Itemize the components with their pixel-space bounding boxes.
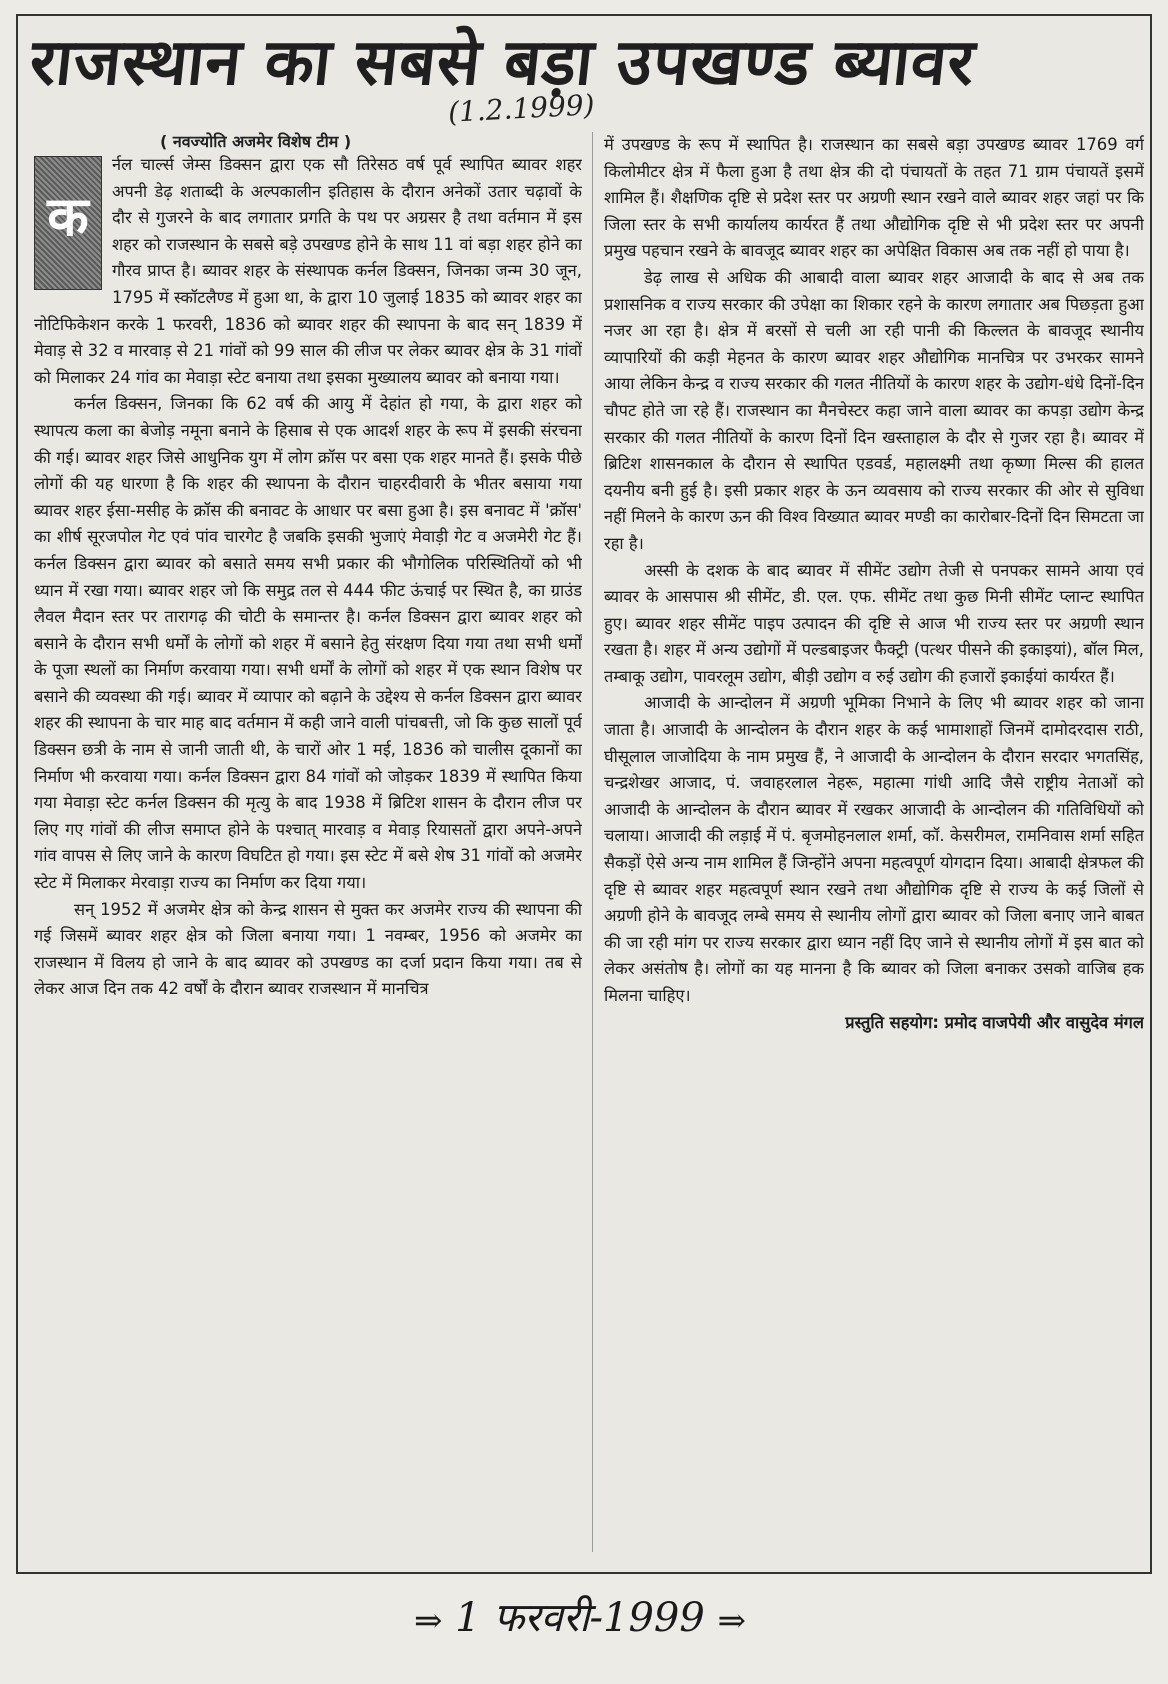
arrow-icon: ⇒: [413, 1601, 443, 1641]
arrow-icon: ⇒: [717, 1601, 747, 1641]
credit-line: प्रस्तुति सहयोग: प्रमोद वाजपेयी और वासुदेव मंगल: [845, 1012, 1144, 1032]
article-column-right: [604, 132, 1144, 1552]
paragraph: क र्नल चार्ल्स जेम्स डिक्सन द्वारा एक सौ तिरेसठ वर्ष पूर्व स्थापित ब्यावर शहर अपनी डेढ़ शताब्दी के अल्पकालीन इतिहास के दौरान अनेकों उतार चढ़ावों के दौर से गुजरने के बाद लगातार प्रगति के पथ पर अग्रसर है तथा वर्तमान में इस शहर को राजस्थान के सबसे बड़े उपखण्ड होने के साथ 11 वां बड़ा शहर होने का गौरव प्राप्त है। ब्यावर शहर के संस्थापक कर्नल डिक्सन, जिनका जन्म 30 जून, 1795 में स्कॉटलैण्ड में हुआ था, के द्वारा 10 जुलाई 1835 को ब्यावर शहर का नोटिफिकेशन करके 1 फरवरी, 1836 को ब्यावर शहर की स्थापना के बाद सन् 1839 में मेवाड़ से 32 व मारवाड़ से 21 गांवों को 99 साल की लीज पर लेकर ब्यावर क्षेत्र के 31 गांवों को मिलाकर 24 गांव का मेवाड़ा स्टेट बनाया तथा इसका मुख्यालय ब्यावर को बनाया गया।: [34, 155, 582, 387]
paragraph: डेढ़ लाख से अधिक की आबादी वाला ब्यावर शहर आजादी के बाद से अब तक प्रशासनिक व राज्य सरकार की उपेक्षा का शिकार रहने के कारण लगातार अब पिछड़ता हुआ नजर आ रहा है। क्षेत्र में बरसों से चली आ रही पानी की किल्लत के बावजूद स्थानीय व्यापारियों की कड़ी मेहनत के कारण ब्यावर शहर औद्योगिक मानचित्र पर उभरकर सामने आया लेकिन केन्द्र व राज्य सरकार की गलत नीतियों के कारण शहर के उद्योग-धंधे दिनों-दिन चौपट होते जा रहे हैं। राजस्थान का मैनचेस्टर कहा जाने वाला ब्यावर का कपड़ा उद्योग केन्द्र सरकार की गलत नीतियों के कारण दिनों दिन खस्ताहाल के दौर से गुजर रहा है। ब्यावर में ब्रिटिश शासनकाल के दौरान से स्थापित एडवर्ड, महालक्ष्मी तथा कृष्णा मिल्स की हालत दयनीय बनी हुई है। इसी प्रकार शहर के ऊन व्यवसाय को राज्य सरकार की ओर से सुविधा नहीं मिलने के कारण ऊन की विश्व विख्यात ब्यावर मण्डी का कारोबार-दिनों दिन सिमटता जा रहा है।: [604, 267, 1144, 553]
article-column-left: [34, 152, 582, 1552]
byline: ( नवज्योति अजमेर विशेष टीम ): [160, 132, 352, 151]
handwritten-date-bottom: [300, 1588, 860, 1658]
paragraph: सन् 1952 में अजमेर क्षेत्र को केन्द्र शासन से मुक्त कर अजमेर राज्य की स्थापना की गई जिसमें ब्यावर शहर क्षेत्र को जिला बनाया गया। 1 नवम्बर, 1956 को अजमेर का राजस्थान में विलय हो जाने के बाद ब्यावर को उपखण्ड का दर्जा प्रदान किया गया। तब से लेकर आज दिन तक 42 वर्षों के दौरान ब्यावर राजस्थान में मानचित्र: [34, 899, 582, 999]
paragraph: आजादी के आन्दोलन में अग्रणी भूमिका निभाने के लिए भी ब्यावर शहर को जाना जाता है। आजादी के आन्दोलन के दौरान शहर के कई भामाशाहों जिनमें दामोदरदास राठी, घीसूलाल जाजोदिया के नाम प्रमुख हैं, ने आजादी के आन्दोलन के दौरान सरदार भगतसिंह, चन्द्रशेखर आजाद, पं. जवाहरलाल नेहरू, महात्मा गांधी आदि जैसे राष्ट्रीय नेताओं को आजादी के आन्दोलन के दौरान ब्यावर में रखकर आजादी के आन्दोलन की गतिविधियों को चलाया। आजादी की लड़ाई में पं. बृजमोहनलाल शर्मा, कॉ. केसरीमल, रामनिवास शर्मा सहित सैकड़ों ऐसे अन्य नाम शामिल हैं जिन्होंने अपना महत्वपूर्ण योगदान दिया। आबादी क्षेत्रफल की दृष्टि से ब्यावर शहर महत्वपूर्ण स्थान रखने तथा औद्योगिक दृष्टि से राज्य के कई जिलों से अग्रणी होने के बावजूद लम्बे समय से स्थानीय लोगों द्वारा ब्यावर को जिला बनाए जाने बाबत की जा रही मांग पर राज्य सरकार द्वारा ध्यान नहीं दिए जाने से स्थानीय लोगों में इस बात को लेकर असंतोष है। लोगों का यह मानना है कि ब्यावर को जिला बनाकर उसको वाजिब हक मिलना चाहिए।: [604, 693, 1144, 1005]
paragraph: अस्सी के दशक के बाद ब्यावर में सीमेंट उद्योग तेजी से पनपकर सामने आया एवं ब्यावर के आसपास श्री सीमेंट, डी. एल. एफ. सीमेंट तथा कुछ मिनी सीमेंट प्लान्ट स्थापित हुए। ब्यावर शहर सीमेंट पाइप उत्पादन की दृष्टि से आज भी राज्य स्तर पर अग्रणी स्थान रखता है। शहर में अन्य उद्योगों में पल्डबाइजर फैक्ट्री (पत्थर पीसने की इकाइयां), बॉल मिल, तम्बाकू उद्योग, पावरलूम उद्योग, बीड़ी उद्योग व रुई उद्योग की हजारों इकाईयां कार्यरत हैं।: [604, 560, 1144, 686]
dropcap: क: [34, 156, 102, 290]
paragraph: कर्नल डिक्सन, जिनका कि 62 वर्ष की आयु में देहांत हो गया, के द्वारा शहर को स्थापत्य कला का बेजोड़ नमूना बनाने के हिसाब से एक आदर्श शहर के रूप में इसकी संरचना की गई। ब्यावर शहर जिसे आधुनिक युग में लोग क्रॉस पर बसा एक शहर मानते हैं। इसके पीछे लोगों की यह धारणा है कि शहर की स्थापना के दौरान चाहरदीवारी के भीतर बसाया गया ब्यावर शहर ईसा-मसीह के क्रॉस की बनावट के आधार पर बसा हुआ है। इस बनावट में 'क्रॉस' का शीर्ष सूरजपोल गेट एवं पांव चारगेट है जबकि इसकी भुजाएं मेवाड़ी गेट व अजमेरी गेट हैं। कर्नल डिक्सन द्वारा ब्यावर को बसाते समय सभी प्रकार की भौगोलिक परिस्थितियों को भी ध्यान में रखा गया। ब्यावर शहर जो कि समुद्र तल से 444 फीट ऊंचाई पर स्थित है, का ग्राउंड लैवल मैदान स्तर पर तारागढ़ की चोटी के समान्तर है। कर्नल डिक्सन द्वारा ब्यावर शहर को बसाने के दौरान सभी धर्मों के लोगों को शहर में बसाने हेतु संरक्षण दिया गया तथा सभी धर्मों के पूजा स्थलों का निर्माण करवाया गया। सभी धर्मों के लोगों को शहर में एक स्थान विशेष पर बसाने की व्यवस्था की गई। ब्यावर में व्यापार को बढ़ाने के उद्देश्य से कर्नल डिक्सन द्वारा ब्यावर शहर की स्थापना के चार माह बाद वर्तमान में कही जाने वाली पांचबत्ती, जो कि कुछ सालों पूर्व डिक्सन छत्री के नाम से जानी जाती थी, के चारों ओर 1 मई, 1836 को चालीस दूकानों का निर्माण भी करवाया गया। कर्नल डिक्सन द्वारा 84 गांवों को जोड़कर 1839 में स्थापित किया गया मेवाड़ा स्टेट कर्नल डिक्सन की मृत्यु के बाद 1938 में ब्रिटिश शासन के दौरान लीज पर लिए गए गांवों की लीज समाप्त होने के पश्चात् मारवाड़ व मेवाड़ रियासतों द्वारा अपने-अपने गांव वापस से लिए जाने के कारण विघटित हो गया। इस स्टेट में बसे शेष 31 गांवों को अजमेर स्टेट में मिलाकर मेरवाड़ा राज्य का निर्माण कर दिया गया।: [34, 394, 582, 893]
column-divider: [592, 132, 593, 1552]
paragraph: में उपखण्ड के रूप में स्थापित है। राजस्थान का सबसे बड़ा उपखण्ड ब्यावर 1769 वर्ग किलोमीटर क्षेत्र में फैला हुआ है तथा क्षेत्र की दो पंचायतों के तहत 71 ग्राम पंचायतें इसमें शामिल हैं। शैक्षणिक दृष्टि से प्रदेश स्तर पर अग्रणी स्थान रखने वाले ब्यावर शहर जहां पर कि जिला स्तर के सभी कार्यालय कार्यरत हैं तथा औद्योगिक दृष्टि से भी प्रदेश स्तर पर अपनी प्रमुख पहचान रखने के बावजूद ब्यावर शहर का अपेक्षित विकास अब तक नहीं हो पाया है।: [604, 135, 1144, 261]
headline: राजस्थान का सबसे बड़ा उपखण्ड ब्यावर: [26, 26, 979, 100]
handwritten-date-top: (1.2.1999): [447, 88, 596, 129]
handwritten-date-text: 1 फरवरी-1999: [455, 1595, 705, 1641]
